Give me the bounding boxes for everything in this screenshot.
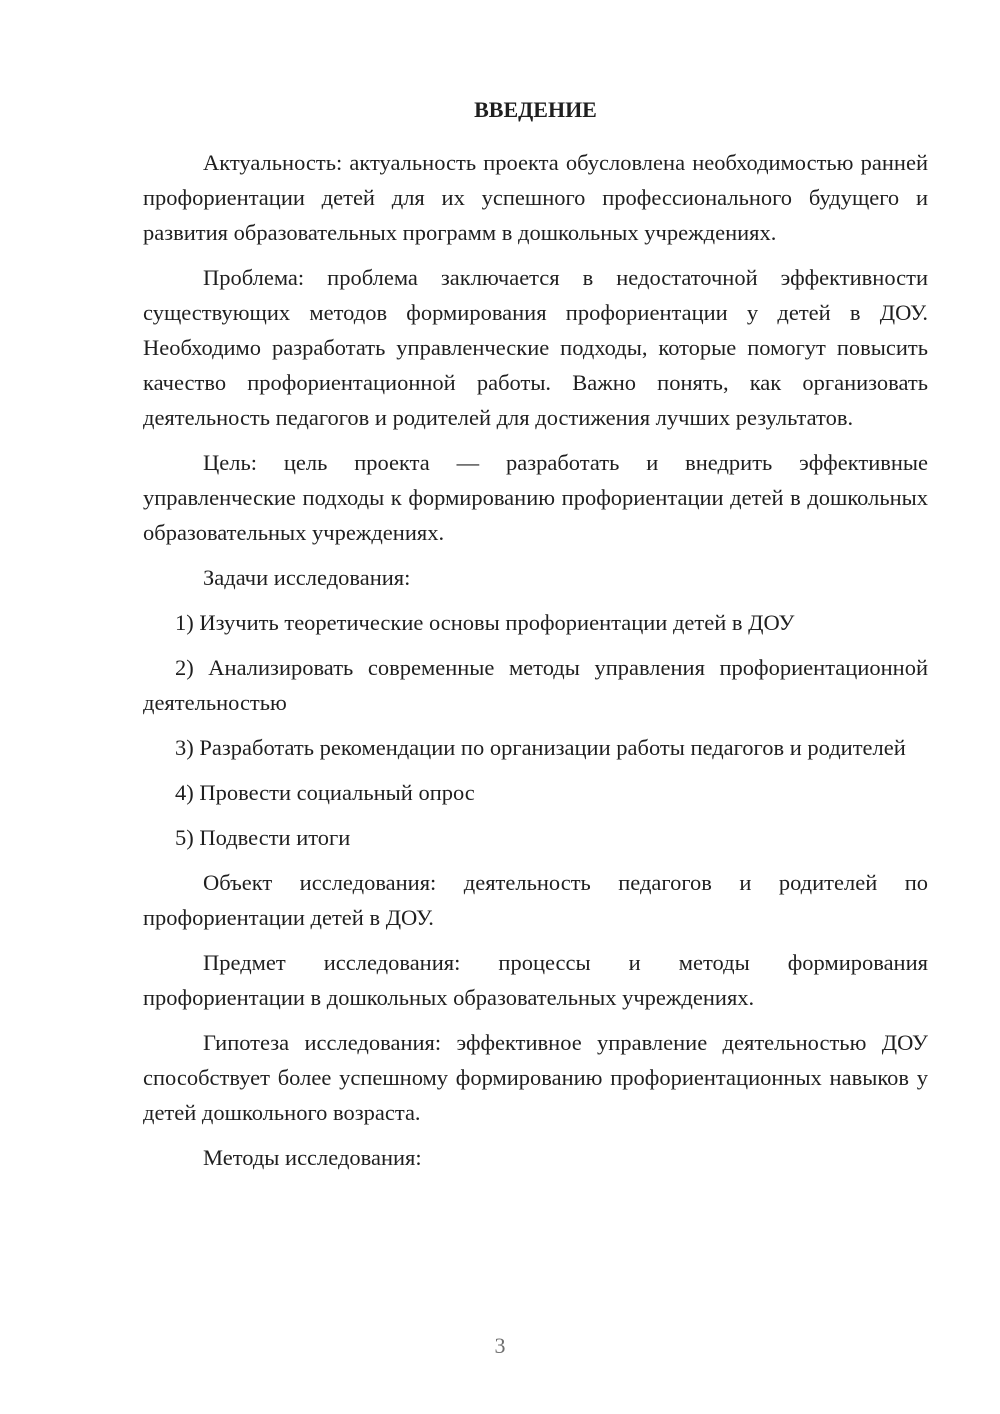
task-item-3: 3) Разработать рекомендации по организации работы педагогов и родителей	[175, 735, 906, 760]
section-heading: ВВЕДЕНИЕ	[474, 97, 597, 122]
paragraph-subject: Предмет исследования: процессы и методы формирования профориентации в дошкольных образовательных учреждениях.	[143, 950, 928, 1010]
task-item-2: 2) Анализировать современные методы управления профориентационной деятельностью	[143, 655, 928, 715]
paragraph-relevance: Актуальность: актуальность проекта обусловлена необходимостью ранней профориентации детей для их успешного профессионального будущего и развития образовательных программ в дошкольных учреждениях.	[143, 150, 928, 245]
paragraph-problem: Проблема: проблема заключается в недостаточной эффективности существующих методов формирования профориентации у детей в ДОУ. Необходимо разработать управленческие подходы, которые помогут повысить качество профориентационной работы. Важно понять, как организовать деятельность педагогов и родителей для достижения лучших результатов.	[143, 265, 928, 430]
task-item-1: 1) Изучить теоретические основы профориентации детей в ДОУ	[175, 610, 795, 635]
task-item-4: 4) Провести социальный опрос	[175, 780, 475, 805]
task-item-5: 5) Подвести итоги	[175, 825, 351, 850]
paragraph-hypothesis: Гипотеза исследования: эффективное управление деятельностью ДОУ способствует более успешному формированию профориентационных навыков у детей дошкольного возраста.	[143, 1030, 928, 1125]
page-number: 3	[494, 1333, 506, 1358]
document-page	[143, 92, 928, 1175]
paragraph-goal: Цель: цель проекта — разработать и внедрить эффективные управленческие подходы к формированию профориентации детей в дошкольных образовательных учреждениях.	[143, 450, 928, 545]
paragraph-object: Объект исследования: деятельность педагогов и родителей по профориентации детей в ДОУ.	[143, 870, 928, 930]
paragraph-tasks-heading: Задачи исследования:	[203, 565, 411, 590]
paragraph-methods: Методы исследования:	[203, 1145, 422, 1170]
